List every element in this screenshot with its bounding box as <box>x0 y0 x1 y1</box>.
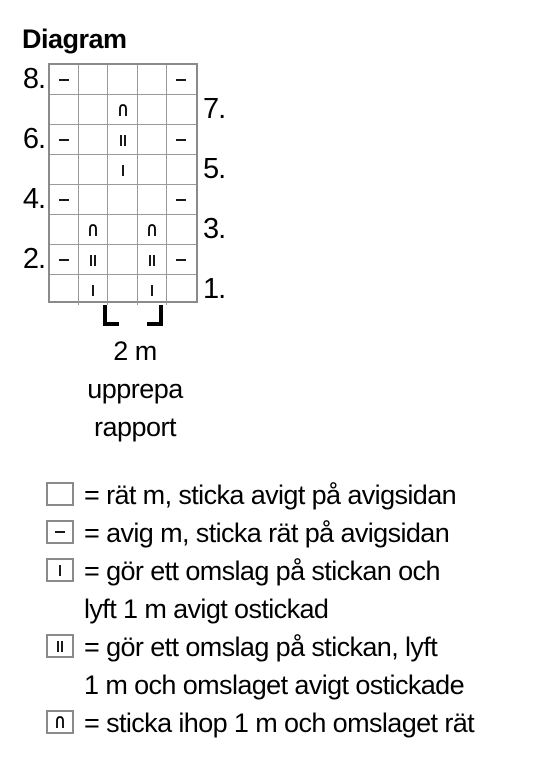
row-label-6: 6. <box>22 123 45 155</box>
chart-cell-purl <box>167 65 196 95</box>
chart-cell-double-yo <box>79 245 108 275</box>
purl-dash-icon <box>56 252 72 268</box>
chart-cell-empty <box>50 275 79 305</box>
chart-cell-empty <box>79 155 108 185</box>
chart-row <box>50 245 196 275</box>
single-bar-icon <box>144 282 160 298</box>
row-label-4: 4. <box>22 183 45 215</box>
purl-dash-icon <box>173 132 189 148</box>
chart-cell-single-yo <box>138 275 167 305</box>
purl-dash-icon <box>52 524 68 540</box>
chart-cell-double-yo <box>138 245 167 275</box>
purl-dash-icon <box>173 72 189 88</box>
chart-cell-empty <box>50 215 79 245</box>
chart-cell-single-yo <box>108 155 137 185</box>
chart-cell-empty <box>79 95 108 125</box>
chart-cell-knit-tog <box>108 95 137 125</box>
chart-cell-empty <box>138 125 167 155</box>
single-bar-icon <box>85 282 101 298</box>
repeat-text-line1: upprepa <box>87 374 183 404</box>
chart-cell-empty <box>108 65 137 95</box>
purl-symbol-box <box>46 520 74 544</box>
single-bar-icon <box>52 562 68 578</box>
arch-icon <box>115 102 131 118</box>
single-yo-symbol-box <box>46 558 74 582</box>
chart-row <box>50 185 196 215</box>
legend-text: = sticka ihop 1 m och omslaget rät <box>84 708 475 738</box>
legend-item-knit <box>46 476 456 514</box>
chart-cell-empty <box>138 65 167 95</box>
legend-item-double-yo <box>46 628 464 704</box>
legend-item-knit-together <box>46 704 474 742</box>
chart-row <box>50 95 196 125</box>
chart-cell-purl <box>50 185 79 215</box>
diagram-title: Diagram <box>22 24 127 54</box>
chart-cell-empty <box>108 185 137 215</box>
purl-dash-icon <box>173 192 189 208</box>
chart-row <box>50 275 196 305</box>
chart-row <box>50 155 196 185</box>
row-label-3: 3. <box>203 213 226 245</box>
chart-cell-single-yo <box>79 275 108 305</box>
legend-text: = rät m, sticka avigt på avigsidan <box>84 480 457 510</box>
chart-cell-purl <box>50 245 79 275</box>
double-bar-icon <box>85 252 101 268</box>
row-label-8: 8. <box>22 63 45 95</box>
purl-dash-icon <box>56 192 72 208</box>
chart-cell-empty <box>167 275 196 305</box>
chart-cell-empty <box>108 275 137 305</box>
chart-cell-double-yo <box>108 125 137 155</box>
chart-row <box>50 65 196 95</box>
chart-cell-empty <box>50 95 79 125</box>
chart-cell-empty <box>167 95 196 125</box>
legend-item-single-yo <box>46 552 440 628</box>
legend-text: = gör ett omslag på stickan och <box>84 556 440 586</box>
single-bar-icon <box>115 162 131 178</box>
double-bar-icon <box>144 252 160 268</box>
legend-text-continued: lyft 1 m avigt ostickad <box>84 594 329 624</box>
row-label-7: 7. <box>203 93 226 125</box>
double-bar-icon <box>52 638 68 654</box>
chart-cell-empty <box>138 95 167 125</box>
purl-dash-icon <box>56 72 72 88</box>
chart-cell-empty <box>50 155 79 185</box>
chart-cell-empty <box>79 65 108 95</box>
chart-cell-purl <box>50 125 79 155</box>
double-bar-icon <box>115 132 131 148</box>
chart-row <box>50 215 196 245</box>
chart-cell-empty <box>79 125 108 155</box>
chart-cell-empty <box>108 215 137 245</box>
chart-cell-knit-tog <box>138 215 167 245</box>
arch-icon <box>52 714 68 730</box>
chart-cell-empty <box>79 185 108 215</box>
legend-text: = gör ett omslag på stickan, lyft <box>84 632 438 662</box>
chart-cell-empty <box>167 215 196 245</box>
chart-cell-empty <box>138 185 167 215</box>
chart-cell-knit-tog <box>79 215 108 245</box>
chart-cell-empty <box>108 245 137 275</box>
row-label-5: 5. <box>203 153 226 185</box>
legend-item-purl <box>46 514 449 552</box>
arch-icon <box>85 222 101 238</box>
purl-dash-icon <box>56 132 72 148</box>
knitting-chart-grid <box>48 63 198 303</box>
chart-cell-purl <box>167 245 196 275</box>
repeat-count: 2 m <box>113 336 157 366</box>
chart-row <box>50 125 196 155</box>
repeat-bracket <box>102 303 164 327</box>
row-label-2: 2. <box>22 243 45 275</box>
chart-cell-purl <box>167 125 196 155</box>
legend-text: = avig m, sticka rät på avigsidan <box>84 518 450 548</box>
chart-cell-purl <box>50 65 79 95</box>
double-yo-symbol-box <box>46 634 74 658</box>
empty-symbol-box <box>46 482 74 506</box>
knit-tog-symbol-box <box>46 710 74 734</box>
arch-icon <box>144 222 160 238</box>
chart-cell-empty <box>167 155 196 185</box>
chart-cell-purl <box>167 185 196 215</box>
chart-cell-empty <box>138 155 167 185</box>
repeat-text-line2: rapport <box>93 412 177 442</box>
legend-text-continued: 1 m och omslaget avigt ostickade <box>84 670 464 700</box>
row-label-1: 1. <box>203 273 226 305</box>
purl-dash-icon <box>173 252 189 268</box>
